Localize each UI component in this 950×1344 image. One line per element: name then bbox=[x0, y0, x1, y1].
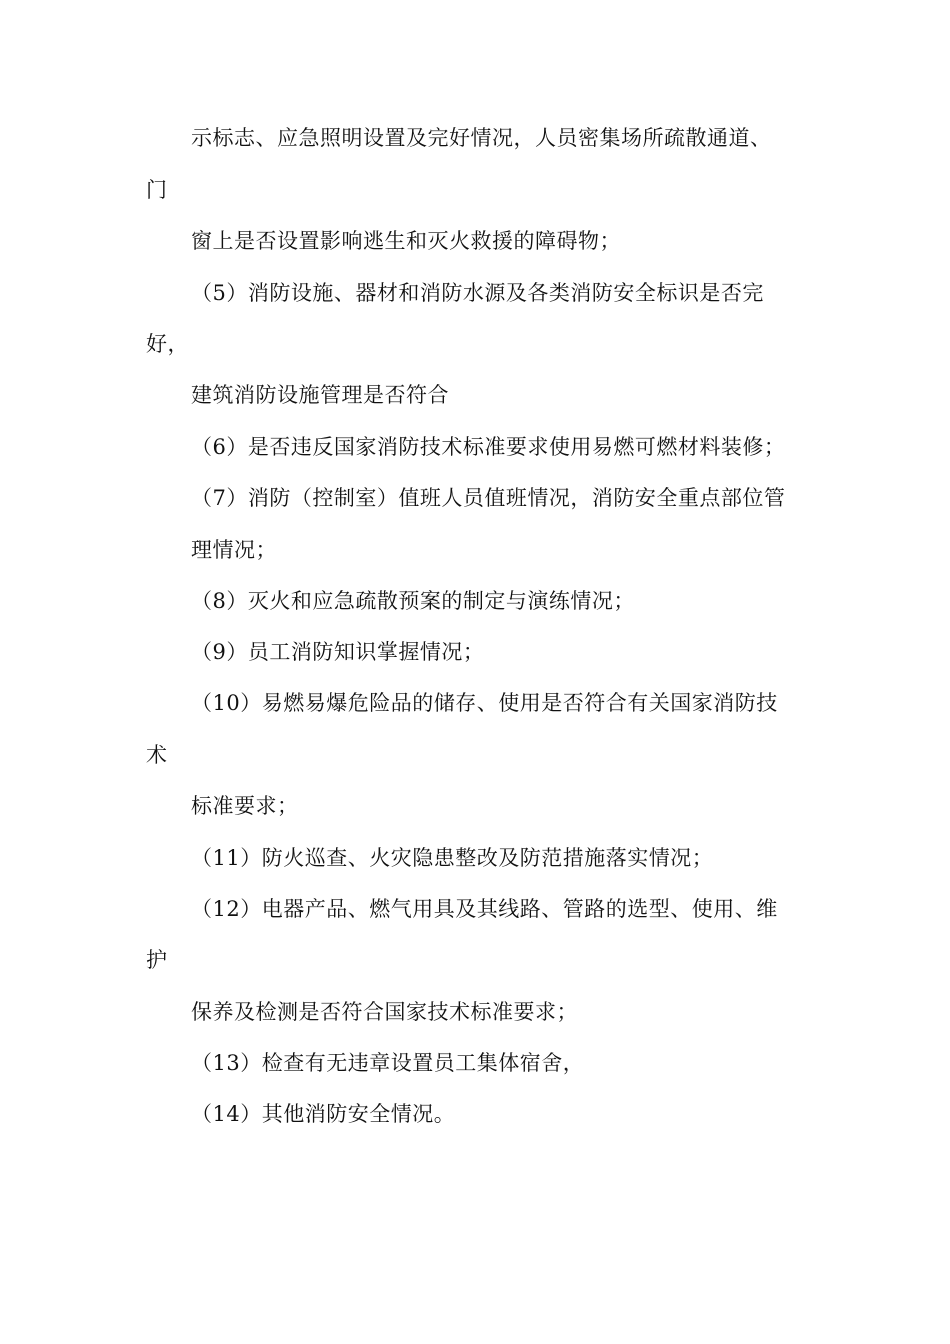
text-line: 理情况； bbox=[191, 538, 277, 562]
text-line: 护 bbox=[146, 948, 168, 972]
text-line: 窗上是否设置影响逃生和灭火救援的障碍物； bbox=[191, 229, 621, 253]
text-line: 标准要求； bbox=[191, 794, 299, 818]
text-line: 术 bbox=[146, 743, 168, 767]
text-line: 门 bbox=[146, 178, 168, 202]
text-line: 建筑消防设施管理是否符合 bbox=[191, 383, 449, 407]
text-line: 保养及检测是否符合国家技术标准要求； bbox=[191, 1000, 578, 1024]
text-line: （6）是否违反国家消防技术标准要求使用易燃可燃材料装修； bbox=[191, 435, 786, 459]
text-line: （12）电器产品、燃气用具及其线路、管路的选型、使用、维 bbox=[191, 897, 778, 921]
text-line: 好， bbox=[146, 332, 189, 356]
text-line: （8）灭火和应急疏散预案的制定与演练情况； bbox=[191, 589, 635, 613]
text-line: （7）消防（控制室）值班人员值班情况，消防安全重点部位管 bbox=[191, 486, 786, 510]
text-line: （11）防火巡查、火灾隐患整改及防范措施落实情况； bbox=[191, 846, 714, 870]
text-line: （5）消防设施、器材和消防水源及各类消防安全标识是否完 bbox=[191, 281, 764, 305]
text-line: （14）其他消防安全情况。 bbox=[191, 1102, 456, 1126]
text-line: （13）检查有无违章设置员工集体宿舍， bbox=[191, 1051, 585, 1075]
text-line: （10）易燃易爆危险品的储存、使用是否符合有关国家消防技 bbox=[191, 691, 778, 715]
text-line: 示标志、应急照明设置及完好情况，人员密集场所疏散通道、 bbox=[191, 126, 772, 150]
text-line: （9）员工消防知识掌握情况； bbox=[191, 640, 485, 664]
